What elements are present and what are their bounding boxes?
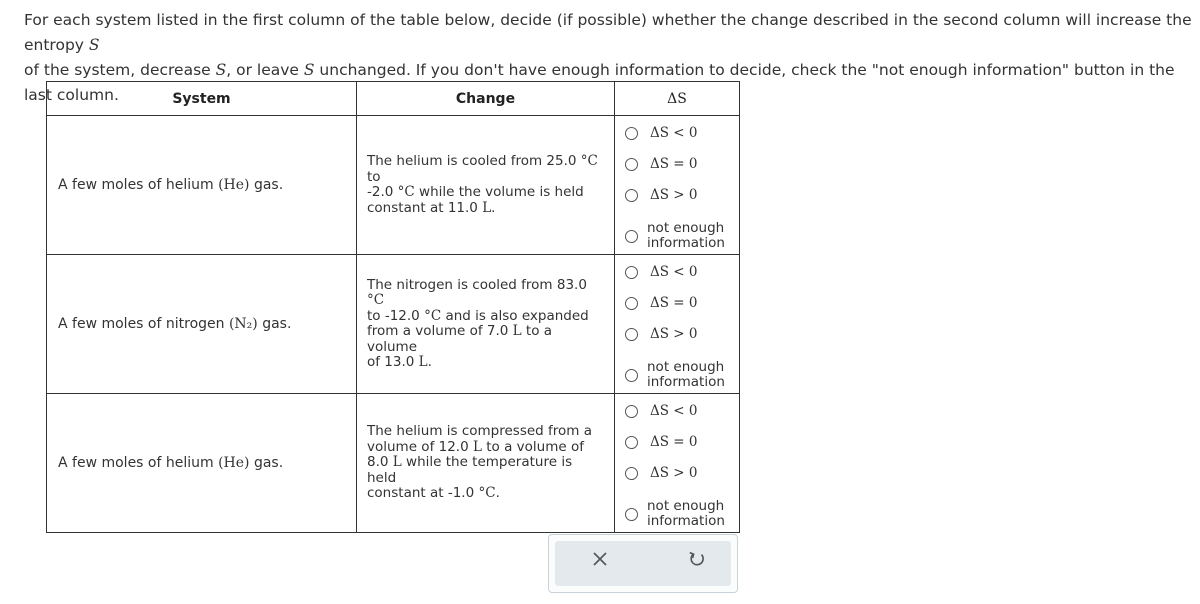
option-equal[interactable] xyxy=(625,295,697,311)
option-label-line2: information xyxy=(647,374,725,390)
entropy-symbol: S xyxy=(215,61,227,79)
radio-button[interactable] xyxy=(625,369,638,382)
radio-button[interactable] xyxy=(625,297,638,310)
option-greater[interactable] xyxy=(625,326,697,342)
options-group xyxy=(615,116,739,254)
option-label xyxy=(647,499,725,529)
system-text-end: gas. xyxy=(257,316,292,332)
option-label xyxy=(647,360,725,390)
table-row xyxy=(47,255,740,394)
change-unit: °C xyxy=(397,184,415,200)
table-row xyxy=(47,116,740,255)
instructions-part2: of the system, decrease xyxy=(24,61,216,79)
option-label: ΔS = 0 xyxy=(650,295,698,311)
change-line xyxy=(367,201,600,217)
change-line xyxy=(367,486,600,502)
change-cell xyxy=(357,394,615,533)
change-unit: °C xyxy=(580,153,598,169)
option-less[interactable] xyxy=(625,264,697,280)
change-text: to -12.0 xyxy=(367,307,425,324)
option-label: ΔS < 0 xyxy=(650,264,698,280)
option-not-enough-info[interactable] xyxy=(625,499,725,529)
option-label: ΔS < 0 xyxy=(650,403,698,419)
change-unit: L xyxy=(418,354,428,370)
change-text: . xyxy=(427,354,432,370)
change-unit: L xyxy=(482,199,492,216)
change-text: . xyxy=(491,199,496,216)
change-text: from a volume of 7.0 xyxy=(367,323,513,339)
change-unit: °C xyxy=(424,307,442,324)
header-change: Change xyxy=(357,82,615,116)
system-text-end: gas. xyxy=(249,455,284,471)
change-text: The helium is compressed from a xyxy=(367,423,593,440)
option-greater[interactable] xyxy=(625,465,697,481)
radio-button[interactable] xyxy=(625,436,638,449)
change-text: to a volume xyxy=(367,323,553,355)
change-text: . xyxy=(495,485,500,502)
change-line xyxy=(367,424,600,440)
change-text: 8.0 xyxy=(367,454,393,471)
change-unit: L xyxy=(472,438,482,455)
system-cell xyxy=(47,255,357,394)
change-line xyxy=(367,324,600,355)
option-greater[interactable] xyxy=(625,187,697,203)
option-label: ΔS < 0 xyxy=(650,125,698,141)
option-equal[interactable] xyxy=(625,434,697,450)
x-icon xyxy=(592,551,608,567)
change-cell xyxy=(357,255,615,394)
option-label-line2: information xyxy=(647,513,725,529)
change-line xyxy=(367,455,600,486)
options-group xyxy=(615,255,739,393)
change-text: The helium is cooled from 25.0 xyxy=(367,153,581,169)
option-less[interactable] xyxy=(625,403,697,419)
change-text: while the volume is held xyxy=(414,184,584,200)
change-text: and is also expanded xyxy=(441,307,589,324)
radio-button[interactable] xyxy=(625,189,638,202)
system-formula: (He) xyxy=(218,455,250,471)
option-label: ΔS > 0 xyxy=(650,187,698,203)
option-label: ΔS = 0 xyxy=(650,434,698,450)
radio-button[interactable] xyxy=(625,467,638,480)
clear-button[interactable] xyxy=(582,541,618,577)
change-text: to xyxy=(367,168,381,185)
system-cell xyxy=(47,394,357,533)
system-text: A few moles of helium xyxy=(58,177,219,193)
change-text: volume of 12.0 xyxy=(367,438,473,455)
system-text: A few moles of helium xyxy=(58,455,219,471)
change-text: while the temperature is held xyxy=(367,454,573,486)
option-label: ΔS > 0 xyxy=(650,326,698,342)
instructions-part3: , or leave xyxy=(226,61,304,79)
radio-button[interactable] xyxy=(625,127,638,140)
change-text: The nitrogen is cooled from 83.0 xyxy=(367,276,587,293)
change-line xyxy=(367,185,600,201)
change-line xyxy=(367,309,600,325)
instructions-part1: For each system listed in the first column of the table below, decide (if possible) whether the change described in the second column will increase the entropy xyxy=(24,11,1192,54)
option-less[interactable] xyxy=(625,125,697,141)
header-delta-s: ΔS xyxy=(615,82,740,116)
radio-button[interactable] xyxy=(625,508,638,521)
option-not-enough-info[interactable] xyxy=(625,221,725,251)
instructions-part4: unchanged. If you don't have enough information to decide, check the "not enough information" button in the last column. xyxy=(24,61,1175,104)
option-label-line2: information xyxy=(647,235,725,251)
entropy-table xyxy=(46,81,740,533)
table-row xyxy=(47,394,740,533)
option-label xyxy=(647,221,725,251)
radio-button[interactable] xyxy=(625,230,638,243)
option-label: ΔS > 0 xyxy=(650,465,698,481)
change-line xyxy=(367,154,600,185)
undo-button[interactable] xyxy=(679,541,715,577)
change-cell xyxy=(357,116,615,255)
entropy-symbol: S xyxy=(88,36,100,54)
entropy-symbol: S xyxy=(303,61,315,79)
radio-button[interactable] xyxy=(625,266,638,279)
header-system: System xyxy=(47,82,357,116)
change-text: constant at -1.0 xyxy=(367,485,479,502)
change-unit: L xyxy=(392,454,402,471)
change-unit: °C xyxy=(367,292,385,308)
radio-button[interactable] xyxy=(625,328,638,341)
system-formula: (He) xyxy=(218,177,250,193)
change-line xyxy=(367,355,600,371)
change-line xyxy=(367,440,600,456)
change-line xyxy=(367,278,600,309)
system-cell xyxy=(47,116,357,255)
option-label-line1: not enough xyxy=(647,359,725,375)
options-group xyxy=(615,394,739,532)
change-unit: °C xyxy=(478,485,496,502)
system-text: A few moles of nitrogen xyxy=(58,316,229,332)
option-label-line1: not enough xyxy=(647,498,725,514)
change-text: constant at 11.0 xyxy=(367,199,483,216)
option-not-enough-info[interactable] xyxy=(625,360,725,390)
change-unit: L xyxy=(512,323,522,339)
change-text: of 13.0 xyxy=(367,354,419,370)
system-formula: (N₂) xyxy=(228,316,258,332)
delta-s-cell xyxy=(615,394,740,533)
undo-icon xyxy=(688,550,706,568)
answer-toolbar xyxy=(548,534,738,593)
option-label: ΔS = 0 xyxy=(650,156,698,172)
system-text-end: gas. xyxy=(249,177,284,193)
radio-button[interactable] xyxy=(625,158,638,171)
option-equal[interactable] xyxy=(625,156,697,172)
option-label-line1: not enough xyxy=(647,220,725,236)
delta-s-cell xyxy=(615,255,740,394)
delta-s-cell xyxy=(615,116,740,255)
change-text: to a volume of xyxy=(481,438,584,455)
radio-button[interactable] xyxy=(625,405,638,418)
change-text: -2.0 xyxy=(367,184,398,200)
